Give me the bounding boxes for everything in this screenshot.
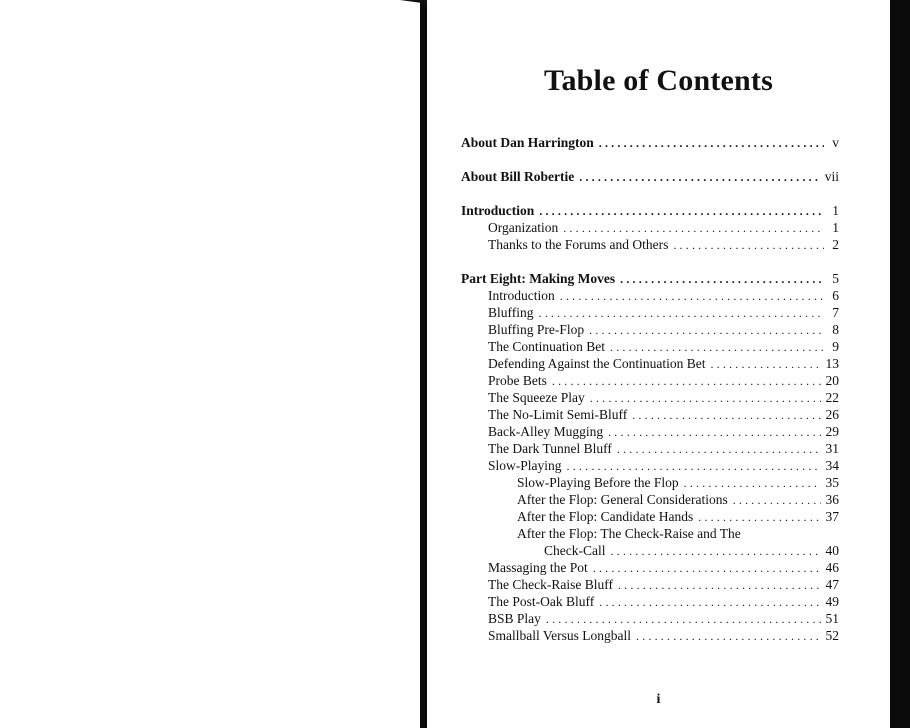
toc-entry-page: 35 — [825, 475, 839, 490]
toc-entry-page: 13 — [825, 356, 839, 371]
toc-entry — [488, 458, 839, 474]
toc-entry — [488, 611, 839, 627]
toc-entry-page: 2 — [832, 237, 839, 252]
toc-entry — [461, 135, 839, 151]
leader-dots — [610, 543, 820, 559]
page-title: Table of Contents — [544, 64, 773, 97]
toc-entry-label: Defending Against the Continuation Bet — [488, 356, 706, 371]
leader-dots — [567, 458, 821, 474]
toc-entry-label: Part Eight: Making Moves — [461, 271, 616, 286]
toc-entry — [488, 628, 839, 644]
toc-entry-page: 7 — [832, 305, 839, 320]
toc-entry-page: vii — [824, 169, 839, 184]
leader-dots — [546, 611, 821, 627]
toc-entry-label: About Bill Robertie — [461, 169, 575, 184]
toc-entry — [488, 577, 839, 593]
toc-entry-label: Introduction — [488, 288, 555, 303]
toc-entry — [517, 475, 839, 491]
toc-entry-label: After the Flop: Candidate Hands — [517, 509, 694, 524]
leader-dots — [560, 288, 824, 304]
toc-entry-label: Slow-Playing — [488, 458, 562, 473]
toc-entry-page: 34 — [825, 458, 839, 473]
toc-entry-label: Massaging the Pot — [488, 560, 588, 575]
toc-entry-page: 20 — [825, 373, 839, 388]
toc-entry — [488, 237, 839, 253]
toc-entry-label: Smallball Versus Longball — [488, 628, 631, 643]
leader-dots — [620, 271, 824, 287]
toc-entry-page: 9 — [832, 339, 839, 354]
toc-entry-page: 52 — [825, 628, 839, 643]
toc-entry-page: v — [832, 135, 839, 150]
leader-dots — [684, 475, 821, 491]
toc-entry — [517, 492, 839, 508]
toc-entry-page: 1 — [832, 203, 839, 218]
toc-entry-label: The Squeeze Play — [488, 390, 585, 405]
page-number: i — [656, 692, 661, 707]
toc-entry-page: 46 — [825, 560, 839, 575]
leader-dots — [698, 509, 820, 525]
toc-entry-page: 31 — [825, 441, 839, 456]
toc-entry-page: 51 — [825, 611, 839, 626]
leader-dots — [610, 339, 824, 355]
toc-entry — [488, 305, 839, 321]
toc-entry-page: 5 — [832, 271, 839, 286]
toc-entry — [488, 407, 839, 423]
toc-entry-label: The Post-Oak Bluff — [488, 594, 595, 609]
toc-entry-page: 26 — [825, 407, 839, 422]
toc-entry — [488, 220, 839, 236]
toc-entry — [517, 509, 839, 525]
toc-entry-page: 37 — [825, 509, 839, 524]
leader-dots — [617, 441, 821, 457]
toc-entry-page: 49 — [825, 594, 839, 609]
leader-dots — [563, 220, 824, 236]
toc-entry-label: Probe Bets — [488, 373, 547, 388]
toc-entry — [488, 373, 839, 389]
toc-entry — [488, 390, 839, 406]
leader-dots — [590, 390, 821, 406]
leader-dots — [618, 577, 821, 593]
toc-entry-label: Bluffing — [488, 305, 534, 320]
toc-entry-label: Back-Alley Mugging — [488, 424, 604, 439]
leader-dots — [636, 628, 821, 644]
toc-entry-label: The No-Limit Semi-Bluff — [488, 407, 628, 422]
leader-dots — [599, 135, 824, 151]
toc-entry-label: About Dan Harrington — [461, 135, 594, 150]
toc-entry-label: Thanks to the Forums and Others — [488, 237, 669, 252]
toc-entry-label: Check-Call — [544, 543, 606, 558]
toc-entry-label: The Check-Raise Bluff — [488, 577, 613, 592]
leader-dots — [710, 356, 820, 372]
page-edge-shadow — [890, 0, 910, 728]
leader-dots — [632, 407, 820, 423]
toc-entry — [488, 560, 839, 576]
toc-entry-label: The Continuation Bet — [488, 339, 605, 354]
toc-entry-page: 8 — [832, 322, 839, 337]
toc-entry-label: After the Flop: The Check-Raise and The — [517, 526, 741, 541]
toc-entry — [488, 288, 839, 304]
toc-entry-label: After the Flop: General Considerations — [517, 492, 728, 507]
toc-entry-page: 6 — [832, 288, 839, 303]
toc-entry-label: Organization — [488, 220, 559, 235]
toc-entry — [544, 543, 839, 559]
toc-entry-label: Bluffing Pre-Flop — [488, 322, 585, 337]
toc-entry-page: 29 — [825, 424, 839, 439]
leader-dots — [589, 322, 824, 338]
leader-dots — [539, 305, 824, 321]
toc-entry — [488, 424, 839, 440]
toc-entry — [488, 441, 839, 457]
toc-entry — [461, 203, 839, 219]
toc-entry-page: 1 — [832, 220, 839, 235]
toc-entry-label: Introduction — [461, 203, 535, 218]
toc-entry — [488, 339, 839, 355]
toc-entry-label: BSB Play — [488, 611, 541, 626]
toc-entry — [461, 271, 839, 287]
toc-entry — [488, 322, 839, 338]
toc-entry-page: 40 — [825, 543, 839, 558]
toc-entry-label: The Dark Tunnel Bluff — [488, 441, 612, 456]
toc-entry-page: 22 — [825, 390, 839, 405]
toc-entry — [488, 594, 839, 610]
toc-entry-label: Slow-Playing Before the Flop — [517, 475, 679, 490]
leader-dots — [552, 373, 821, 389]
toc-entry-page: 47 — [825, 577, 839, 592]
leader-dots — [579, 169, 819, 185]
leader-dots — [608, 424, 820, 440]
leader-dots — [593, 560, 821, 576]
toc-entry — [461, 169, 839, 185]
leader-dots — [599, 594, 820, 610]
left-blank-page — [0, 0, 420, 728]
toc-page — [427, 0, 890, 728]
leader-dots — [733, 492, 821, 508]
leader-dots — [673, 237, 824, 253]
leader-dots — [539, 203, 824, 219]
book-spine-shadow — [420, 0, 427, 728]
toc-entry — [488, 356, 839, 372]
toc-entry-page: 36 — [825, 492, 839, 507]
